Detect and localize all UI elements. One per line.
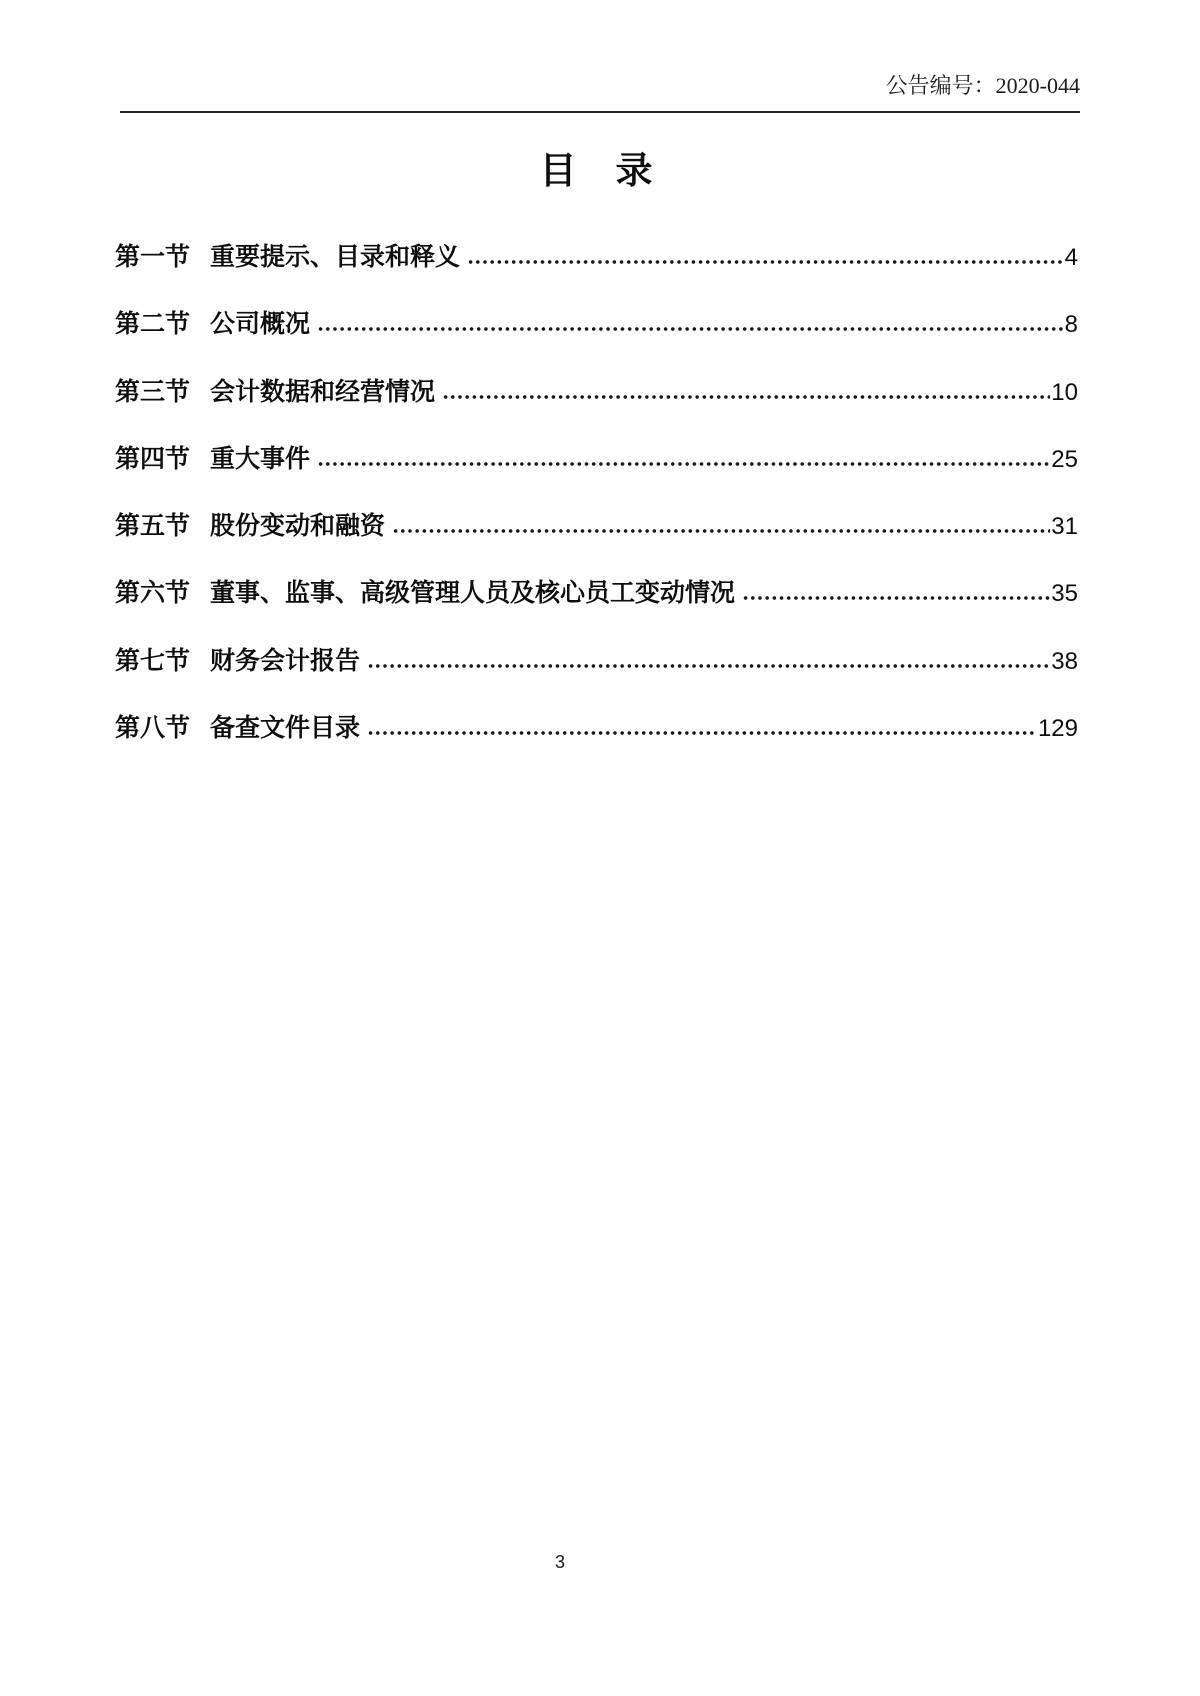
toc-entry-title: 会计数据和经营情况 <box>210 377 436 406</box>
toc-section-label: 第一节 <box>115 243 191 271</box>
toc-entry[interactable] <box>115 512 1078 541</box>
toc-entry-title: 公司概况 <box>210 310 311 339</box>
toc-page-number: 35 <box>1051 580 1078 608</box>
toc-section-label: 第四节 <box>115 444 191 473</box>
toc-page-number: 4 <box>1064 244 1078 271</box>
toc-page-number: 38 <box>1051 647 1078 675</box>
dot-leader <box>742 594 1050 601</box>
toc-section-label: 第三节 <box>115 377 191 406</box>
toc-section-label: 第二节 <box>115 310 191 339</box>
toc-page-number: 10 <box>1051 378 1078 406</box>
dot-leader <box>392 527 1050 534</box>
dot-leader <box>317 460 1050 467</box>
toc-entry-title: 重要提示、目录和释义 <box>210 243 461 271</box>
toc-section-label: 第七节 <box>115 646 191 675</box>
toc-page-number: 8 <box>1064 311 1078 339</box>
toc-entry[interactable] <box>115 310 1078 339</box>
toc-entry[interactable] <box>115 243 1078 272</box>
dot-leader <box>467 258 1064 265</box>
toc-page-number: 25 <box>1051 445 1078 473</box>
dot-leader <box>367 662 1050 669</box>
toc-section-label: 第六节 <box>115 579 191 608</box>
table-of-contents <box>115 243 1078 781</box>
dot-leader <box>367 729 1037 736</box>
toc-entry-title: 董事、监事、高级管理人员及核心员工变动情况 <box>210 579 736 608</box>
toc-entry-title: 财务会计报告 <box>210 646 361 675</box>
toc-entry[interactable] <box>115 647 1078 676</box>
page-title: 目 录 <box>539 150 654 191</box>
toc-entry-title: 股份变动和融资 <box>210 512 386 541</box>
toc-page-number: 31 <box>1051 513 1078 541</box>
announcement-number: 公告编号：2020-044 <box>120 72 1080 113</box>
toc-entry-title: 重大事件 <box>210 444 311 473</box>
toc-entry[interactable] <box>115 378 1078 407</box>
dot-leader <box>442 393 1050 400</box>
toc-entry[interactable] <box>115 445 1078 474</box>
toc-entry[interactable] <box>115 714 1078 743</box>
dot-leader <box>317 325 1064 332</box>
footer-page-number: 3 <box>554 1552 565 1572</box>
toc-entry-title: 备查文件目录 <box>210 714 361 743</box>
toc-entry[interactable] <box>115 579 1078 608</box>
toc-section-label: 第五节 <box>115 512 191 541</box>
toc-section-label: 第八节 <box>115 714 191 743</box>
toc-page-number: 129 <box>1037 715 1078 743</box>
